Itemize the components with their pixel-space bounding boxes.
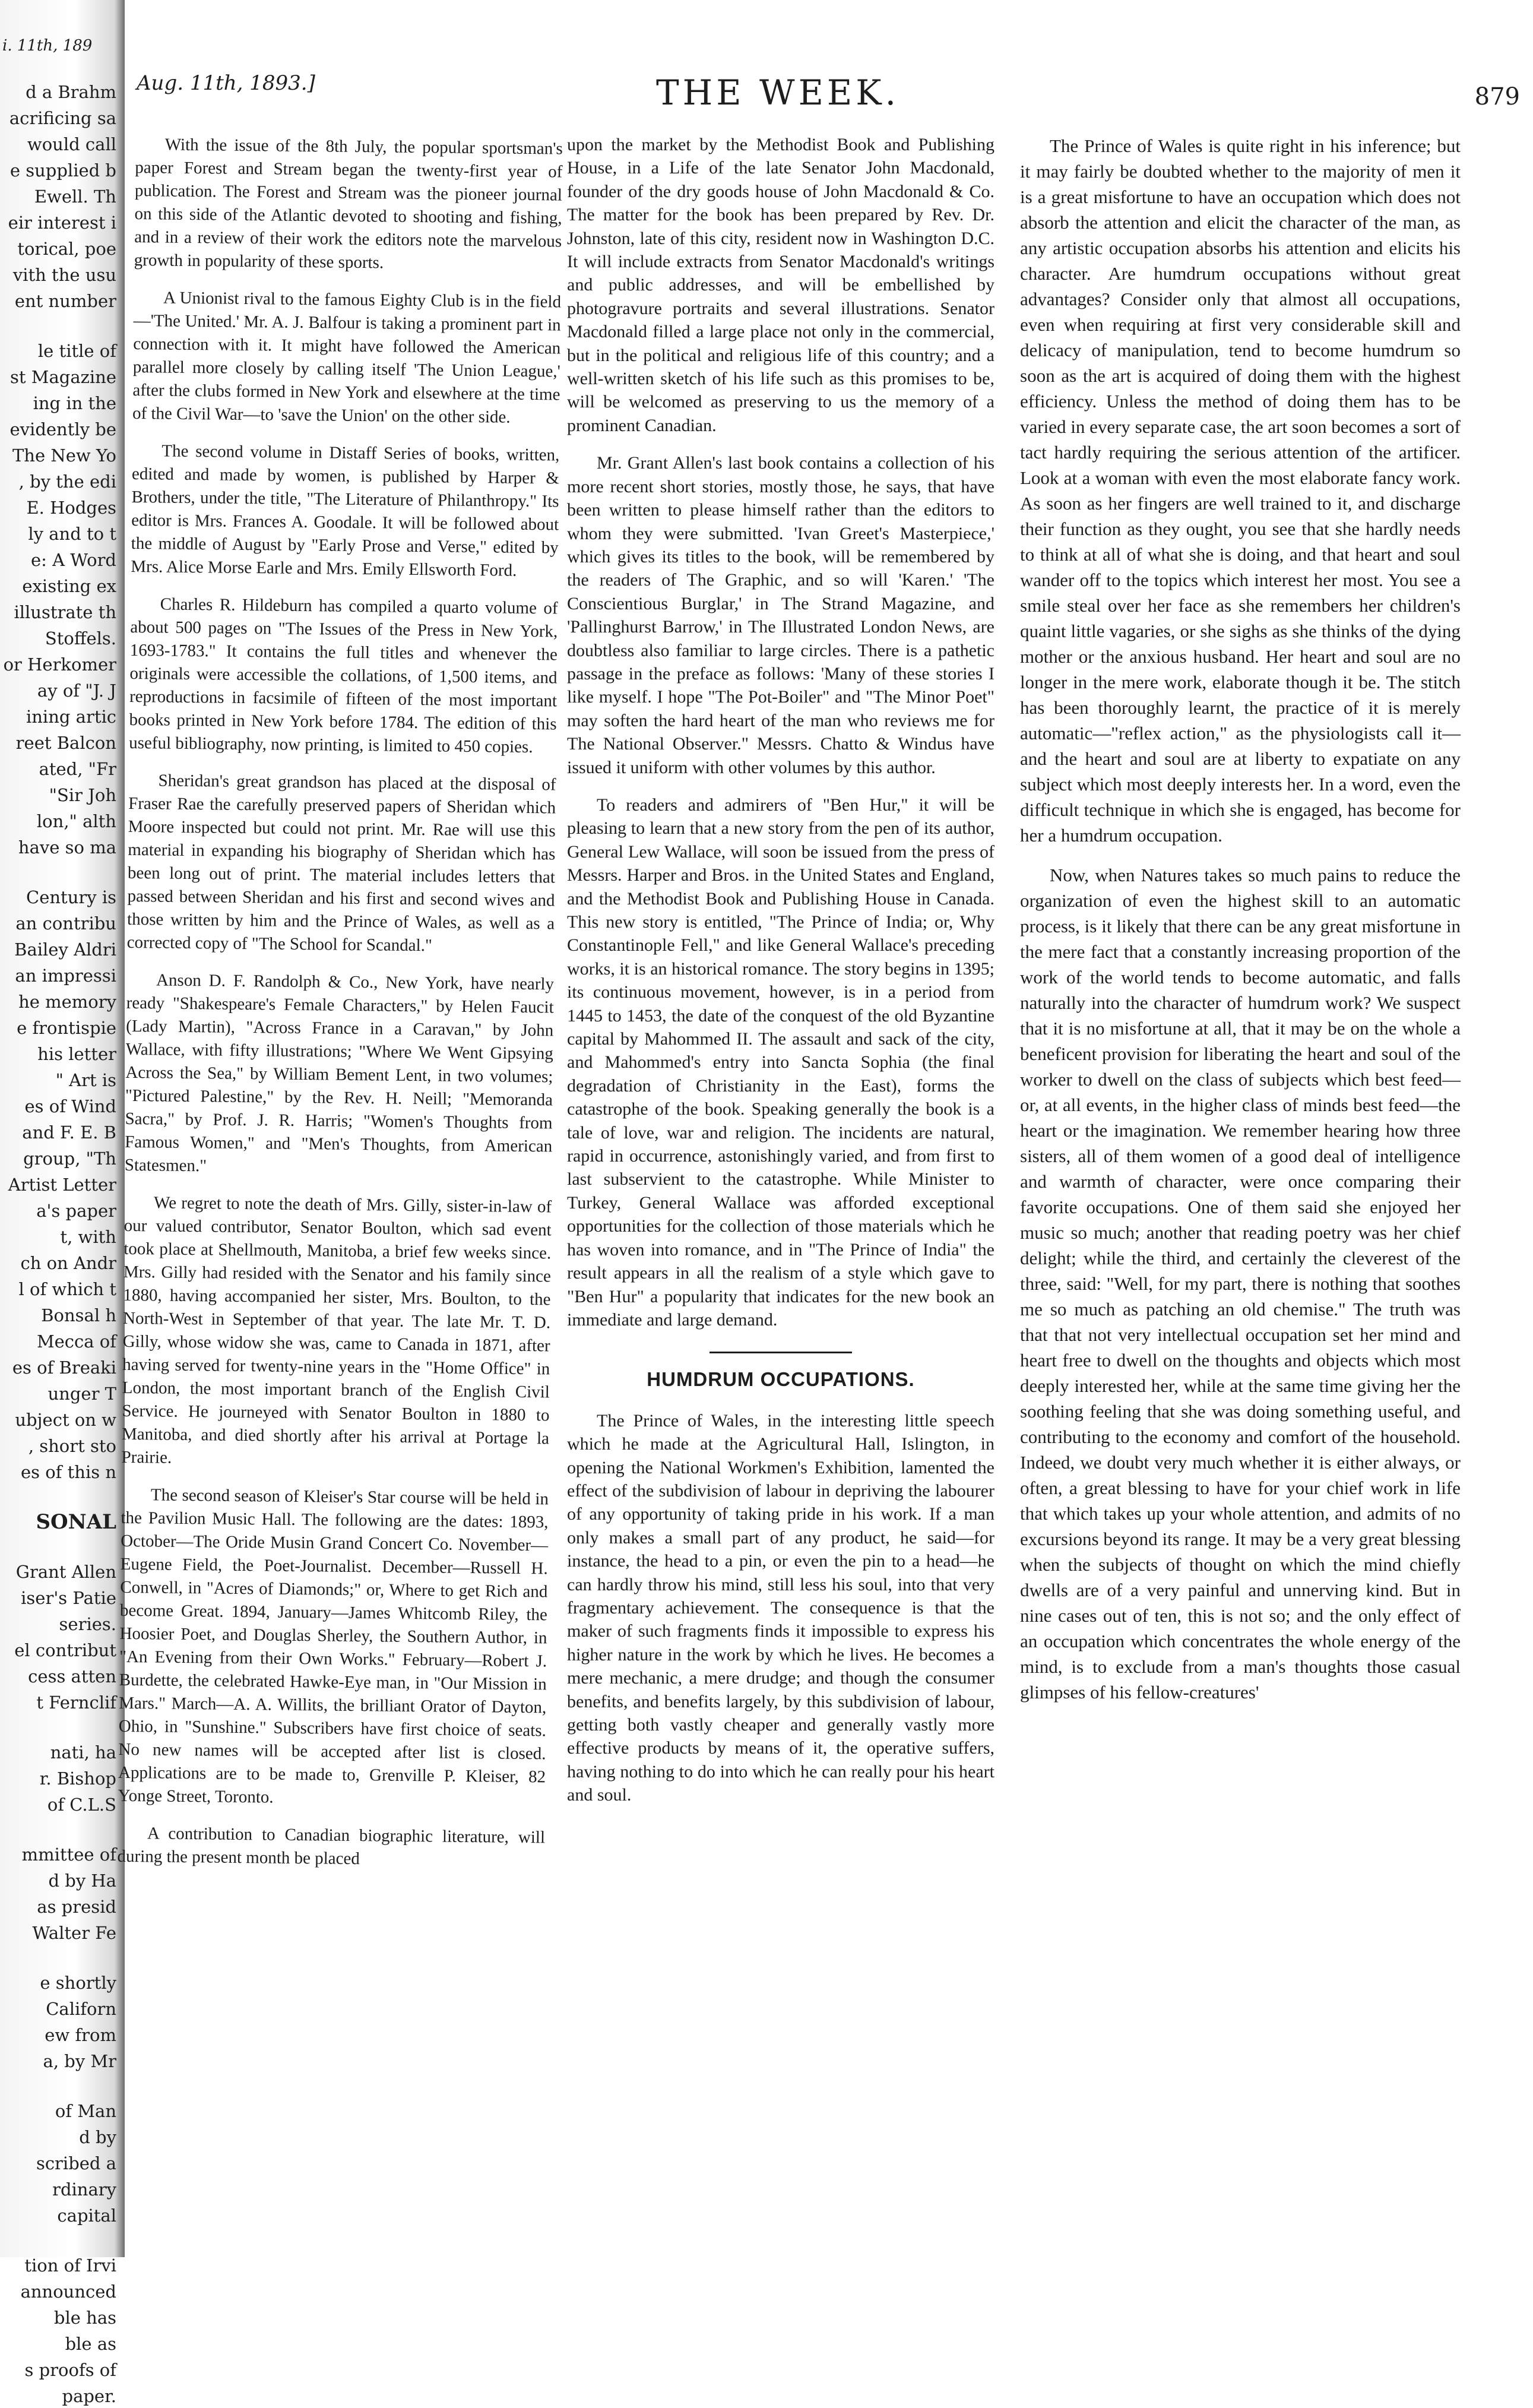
column-2 bbox=[567, 133, 994, 2247]
previous-page-fragment: of Man bbox=[55, 2101, 116, 2121]
previous-page-fragment: of C.L.S bbox=[47, 1795, 116, 1815]
previous-page-fragment: es of this n bbox=[20, 1462, 116, 1482]
previous-page-fragment: t, with bbox=[60, 1227, 116, 1247]
previous-page-fragment: ated, "Fr bbox=[39, 759, 116, 779]
paragraph: Mr. Grant Allen's last book contains a collection of his more recent short stories, mostly those, he says, that have been written to please himself rather than the editors to whom they were submitted. 'Ivan Greet's Masterpiece,' which gives its titles to the book, will be remembered by the readers of The Graphic, and so will 'Karen.' 'The Conscientious Burglar,' in The Strand Magazine, and 'Pallinghurst Barrow,' in The Illustrated London News, are doubtless also familiar to large circles. There is a pathetic passage in the preface as follows: 'Many of these stories I like myself. I hope "The Pot-Boiler" and "The Minor Poet" may soften the hard heart of the man who reviews me for The National Observer." Messrs. Chatto & Windus have issued it uniform with other volumes by this author. bbox=[567, 453, 994, 777]
previous-page-fragment: Ewell. Th bbox=[34, 186, 116, 207]
previous-page-fragment: his letter bbox=[37, 1044, 116, 1064]
previous-page-fragment: "Sir Joh bbox=[49, 785, 116, 805]
previous-page-fragment: d by bbox=[79, 2127, 116, 2147]
paragraph: Charles R. Hildeburn has compiled a quarto volume of about 500 pages on "The Issues of the Press in New York, 1693-1783." It contains the full titles and whenever the originals were accessible the collations, of 1,500 items, and reproductions in facsimile of fifteen of the most important books printed in New York before 1784. The edition of this useful bibliography, now printing, is limited to 450 copies. bbox=[129, 594, 558, 757]
previous-page-fragment: Californ bbox=[46, 1999, 116, 2019]
paragraph: A Unionist rival to the famous Eighty Club is in the field—'The United.' Mr. A. J. Balfour is taking a prominent part in connection with it. It might have followed the American parallel more closely by calling itself 'The Union League,' after the clubs formed in New York and elsewhere at the time of the Civil War—to 'save the Union' on the other side. bbox=[132, 288, 562, 427]
previous-page-fragment: r. Bishop bbox=[39, 1768, 116, 1789]
journal-title: THE WEEK. bbox=[655, 72, 900, 113]
previous-page-fragment: ly and to t bbox=[28, 524, 116, 544]
paragraph: The Prince of Wales, in the interesting little speech which he made at the Agricultural Hall, Islington, in opening the National Workmen's Exhibition, lamented the effect of the subdivision of labour in depriving the labourer of any opportunity of taking pride in his work. If a man only makes a small part of any product, he said—for instance, the head to a pin, or even the pin to a head—he can hardly throw his mind, still less his soul, into that very fragmentary achievement. The consequence is that the maker of such fragments finds it impossible to express his higher nature in the work by which he lives. He becomes a mere mechanic, a mere drudge; and though the consumer benefits, and benefits largely, by this subdivision of labour, getting both vastly cheaper and generally vastly more effective products by means of it, the operative suffers, having nothing to do into which he can really pour his heart and soul. bbox=[567, 1410, 994, 1805]
paragraph: The Prince of Wales is quite right in his inference; but it may fairly be doubted whether to the majority of men it is a great misfortune to have an occupation which does not absorb the attention and elicit the character of the man, as any artistic occupation absorbs his attention and elicits his character. Are humdrum occupations without great advantages? Consider only that almost all occupations, even when requiring at first very considerable skill and delicacy of manipulation, tend to become humdrum so soon as the art is acquired of doing them with the highest efficiency. Unless the method of doing them has to be varied in every separate case, the art soon becomes a sort of tact hardly requiring the serious attention of the artificer. Look at a woman with even the most elaborate fancy work. As soon as her fingers are well trained to it, and discharge their function as they ought, you see that she hardly needs to think at all of what she is doing, and that heart and soul wander off to the topics which interest her most. You see a smile steal over her face as she remembers her children's quaint little vagaries, or she sighs as she thinks of the dying mother or the anxious husband. Her heart and soul are no longer in the mere work, elaborate though it be. The stitch has been thoroughly learnt, the practice of it is merely automatic—"reflex action," as the physiologists call it—and the heart and soul are at liberty to expatiate on any subject which most deeply interests her. In a word, even the difficult technique in which she is engaged, has become for her a humdrum occupation. bbox=[1020, 135, 1461, 846]
previous-page-fragment: d a Brahm bbox=[26, 82, 116, 102]
previous-page-fragment: reet Balcon bbox=[15, 733, 116, 753]
previous-page-fragment: rdinary bbox=[52, 2179, 116, 2200]
previous-page-fragment: nati, ha bbox=[50, 1742, 116, 1763]
previous-page-fragment: ubject on w bbox=[15, 1410, 116, 1430]
previous-page-fragment: ay of "J. J bbox=[37, 681, 116, 701]
previous-page-fragment: st Magazine bbox=[10, 367, 116, 387]
previous-page-fragment: e frontispie bbox=[17, 1018, 116, 1038]
previous-page-fragment: acrificing sa bbox=[9, 108, 116, 128]
previous-page-fragment: l of which t bbox=[18, 1279, 116, 1299]
previous-page-fragment: announced bbox=[20, 2282, 116, 2302]
previous-page-fragment: iser's Patie bbox=[21, 1588, 116, 1608]
previous-page-fragment: es of Wind bbox=[24, 1096, 116, 1116]
previous-page-fragment: e supplied b bbox=[9, 160, 116, 181]
previous-page-fragment: Bailey Aldri bbox=[14, 939, 116, 960]
previous-page-fragment: mmittee of bbox=[21, 1844, 116, 1865]
previous-page-fragment: s proofs of bbox=[24, 2360, 116, 2380]
previous-page-fragment: d by Ha bbox=[48, 1871, 116, 1891]
page-header bbox=[137, 59, 1520, 125]
previous-page-fragment: paper. bbox=[62, 2386, 116, 2406]
previous-page-fragment: capital bbox=[57, 2206, 116, 2226]
previous-page-fragment: vith the usu bbox=[12, 265, 116, 285]
previous-page-fragment: cess atten bbox=[28, 1666, 116, 1686]
previous-page-fragment: ch on Andr bbox=[20, 1253, 116, 1273]
previous-page-fragment: evidently be bbox=[9, 419, 116, 439]
previous-page-fragment: ew from bbox=[45, 2025, 116, 2045]
previous-page-fragment: he memory bbox=[18, 992, 116, 1012]
previous-page-fragment: le title of bbox=[37, 341, 116, 361]
previous-page-fragment: SONAL bbox=[36, 1510, 116, 1534]
previous-page-fragment: and F. E. B bbox=[22, 1122, 116, 1143]
issue-date: Aug. 11th, 1893.] bbox=[137, 71, 315, 95]
previous-page-fragment: ining artic bbox=[26, 707, 116, 727]
previous-page-fragment: an contribu bbox=[15, 913, 116, 934]
previous-page-fragment: as presid bbox=[37, 1897, 116, 1917]
previous-page-fragment: illustrate th bbox=[14, 602, 116, 622]
paragraph: upon the market by the Methodist Book and Publishing House, in a Life of the late Senator John Macdonald, founder of the dry goods house of John Macdonald & Co. The matter for the book has been prepared by Rev. Dr. Johnston, late of this city, resident now in Washington D.C. It will include extracts from Senator Macdonald's writings and public addresses, and will be embellished by photogravure portraits and several illustrations. Senator Macdonald filled a large place not only in the commercial, but in the political and religious life of this country; and a well-written sketch of his life such as this promises to be, will be welcomed as preserving to us the memory of a prominent Canadian. bbox=[567, 135, 994, 435]
previous-page-fragment: , short sto bbox=[28, 1436, 116, 1456]
previous-page-fragment: el contribut bbox=[14, 1640, 116, 1660]
paragraph: To readers and admirers of "Ben Hur," it will be pleasing to learn that a new story from the pen of its author, General Lew Wallace, will soon be issued from the press of Messrs. Harper and Bros. in the United States and England, and the Methodist Book and Publishing House in Canada. This new story is entitled, "The Prince of India; or, Why Constantinople Fell," and like General Wallace's preceding works, it is an historical romance. The story begins in 1395; its continuous movement, however, is in a period from 1445 to 1453, the date of the conquest of the old Byzantine capital by Mahommed II. The assault and sack of the city, and Mahommed's entry into Sancta Sophia (the final degradation of Christianity in the East), forms the catastrophe of the book. Speaking generally the book is a tale of love, war and religion. The incidents are natural, rapid in occurrence, astonishingly varied, and from first to last subservient to the catastrophe. While Minister to Turkey, General Wallace was afforded exceptional opportunities for the collection of those materials which he has woven into romance, and in "The Prince of India" the result appears in all the realism of a style which gave to "Ben Hur" a popularity that indicates for the new book an immediate and large demand. bbox=[567, 795, 994, 1330]
previous-page-fragment: torical, poe bbox=[17, 239, 116, 259]
paragraph: Now, when Natures takes so much pains to reduce the organization of even the highest skill to an automatic process, is it likely that there can be any great misfortune in the mere fact that a constantly increasing proportion of the work of the world tends to become automatic, and falls naturally into the character of humdrum work? We suspect that it is no misfortune at all, that it may be on the whole a beneficent provision for liberating the heart and soul of the worker to dwell on the class of subjects which best feed—or, at all events, in the higher class of minds best feed—the heart or the imagination. We remember hearing how three sisters, all of them women of a good deal of intelligence and warmth of character, were once comparing their favorite occupations. One of them said she enjoyed her music so much; another that reading poetry was her chief delight; while the third, and certainly the cleverest of the three, said: "Well, for my part, there is nothing that soothes me so much as patching an old chemise." The truth was that that not very intellectual occupation set her mind and heart free to dwell on the thoughts and objects which most deeply interested her, while at the same time giving her the soothing feeling that she was doing something useful, and contributing to the economy and comfort of the household. Indeed, we doubt very much whether it is either always, or often, a great blessing to have for your chief work in life that which takes up your whole attention, and admits of no excursions beyond its range. It may be a very great blessing when the subjects of thought on which the mind chiefly dwells are of a very painful and unnerving kind. But in nine cases out of ten, this is not so; and the only effect of an occupation which concentrates the whole energy of the mind, is to exclude from a man's thoughts those casual glimpses of his fellow-creatures' bbox=[1020, 865, 1461, 1703]
previous-page-fragment: Mecca of bbox=[36, 1331, 116, 1352]
previous-page-fragment: would call bbox=[27, 134, 116, 154]
previous-page-fragment: E. Hodges bbox=[26, 498, 116, 518]
section-heading: HUMDRUM OCCUPATIONS. bbox=[647, 1368, 915, 1391]
paragraph: We regret to note the death of Mrs. Gilly, sister-in-law of our valued contributor, Senator Boulton, which sad event took place at Shellmouth, Manitoba, a brief few weeks since. Mrs. Gilly had resided with the Senator and his family since 1880, having accompanied her sister, Mrs. Boulton, to the North-West in September of that year. The late Mr. T. D. Gilly, whose widow she was, came to Canada in 1871, after having served for twenty-nine years in the "Home Office" in London, the most important branch of the English Civil Service. He journeyed with Senator Boulton in 1880 to Manitoba, and died shortly after his arrival at Portage la Prairie. bbox=[121, 1193, 552, 1467]
previous-page-fragment: ble has bbox=[53, 2308, 116, 2328]
previous-page-fragment: series. bbox=[59, 1614, 116, 1634]
column-3 bbox=[1020, 133, 1461, 2247]
previous-page-fragment: eir interest i bbox=[8, 213, 116, 233]
previous-page-fragment: group, "Th bbox=[23, 1148, 116, 1169]
paragraph: Sheridan's great grandson has placed at the disposal of Fraser Rae the carefully preserved papers of Sheridan which Moore inspected but could not print. Mr. Rae will use this material in expanding his biography of Sheridan which has been long out of print. The material includes letters that passed between Sheridan and his first and second wives and those written by him and the Prince of Wales, as well as a corrected copy of "The School for Scandal." bbox=[126, 771, 556, 955]
previous-page-fragment: Century is bbox=[26, 887, 116, 907]
previous-page-fragment: " Art is bbox=[55, 1070, 116, 1090]
previous-page-fragment: ent number bbox=[14, 291, 116, 311]
previous-page-fragment: scribed a bbox=[36, 2153, 116, 2173]
paragraph: The second volume in Distaff Series of books, written, edited and made by women, is published by Harper & Brothers, under the title, "The Literature of Philanthropy." Its editor is Mrs. Frances A. Goodale. It will be followed about the middle of August by "Early Prose and Verse," edited by Mrs. Alice Morse Earle and Mrs. Emily Ellsworth Ford. bbox=[131, 441, 560, 580]
previous-page-fragment: an impressi bbox=[15, 966, 116, 986]
previous-page-fragment: e: A Word bbox=[30, 550, 116, 570]
paragraph: With the issue of the 8th July, the popular sportsman's paper Forest and Stream began the twenty-first year of publication. The Forest and Stream was the pioneer journal on this side of the Atlantic devoted to shooting and fishing, and in a review of their work the editors note the marvelous growth in popularity of these sports. bbox=[134, 135, 563, 273]
previous-page-fragment: or Herkomer bbox=[3, 654, 116, 675]
previous-page-fragment: Grant Allen bbox=[15, 1562, 116, 1582]
paragraph: The second season of Kleiser's Star course will be held in the Pavilion Music Hall. The following are the dates: 1893, October—The Oride Musin Grand Concert Co. November—Eugene Field, the Poet-Journalist. December—Russell H. Conwell, in "Acres of Diamonds;" or, Where to get Rich and become Great. 1894, January—James Whitcomb Riley, the Hoosier Poet, and Douglas Sherley, the Southern Author, in "An Evening from their Own Works." February—Robert J. Burdette, the celebrated Hawke-Eye man, in "Our Mission in Mars." March—A. A. Willits, the brilliant Orator of Dayton, Ohio, in "Sunshine." Subscribers have first choice of seats. No new names will be accepted after list is closed. Applications are to be made to, Grenville P. Kleiser, 82 Yonge Street, Toronto. bbox=[118, 1485, 549, 1807]
paragraph: A contribution to Canadian biographic literature, will during the present month be placed bbox=[117, 1824, 546, 1869]
previous-page-fragment: ble as bbox=[65, 2334, 116, 2354]
previous-page-date: i. 11th, 189 bbox=[2, 37, 93, 55]
previous-page-fragment: a's paper bbox=[36, 1201, 116, 1221]
previous-page-fragment: Artist Letter bbox=[8, 1175, 116, 1195]
paragraph: Anson D. F. Randolph & Co., New York, have nearly ready "Shakespeare's Female Characters," by Helen Faucit (Lady Martin), "Across France in a Caravan," by John Wallace, with fifty illustrations; "Where We Went Gipsying Across the Sea," by William Bement Lent, in two volumes; "Pictured Palestine," by the Rev. H. Neill; "Memoranda Sacra," by Prof. J. R. Harris; "Women's Thoughts from Famous Women," and "Men's Thoughts, from American Statesmen." bbox=[124, 970, 555, 1176]
previous-page-fragment: ing in the bbox=[33, 393, 116, 413]
column-1 bbox=[113, 133, 563, 2251]
section-divider bbox=[710, 1352, 852, 1353]
previous-page-gutter bbox=[0, 0, 125, 2406]
previous-page-fragment: tion of Irvi bbox=[24, 2255, 116, 2276]
previous-page-fragment: have so ma bbox=[18, 837, 116, 857]
previous-page-fragment: , by the edi bbox=[18, 472, 116, 492]
previous-page-fragment: Walter Fe bbox=[32, 1923, 116, 1943]
previous-page-fragment: e shortly bbox=[40, 1973, 116, 1993]
previous-page-fragment: Stoffels. bbox=[45, 628, 116, 648]
previous-page-fragment: a, by Mr bbox=[43, 2051, 116, 2071]
previous-page-fragment: The New Yo bbox=[12, 445, 116, 466]
previous-page-fragment: es of Breaki bbox=[12, 1358, 116, 1378]
page-number: 879 bbox=[1474, 83, 1520, 110]
previous-page-fragment: existing ex bbox=[22, 576, 116, 596]
previous-page-fragment: lon," alth bbox=[36, 811, 116, 831]
previous-page-fragment: Bonsal h bbox=[41, 1305, 116, 1325]
previous-page-fragment: t Fernclif bbox=[36, 1692, 116, 1713]
previous-page-fragment: unger T bbox=[47, 1384, 116, 1404]
